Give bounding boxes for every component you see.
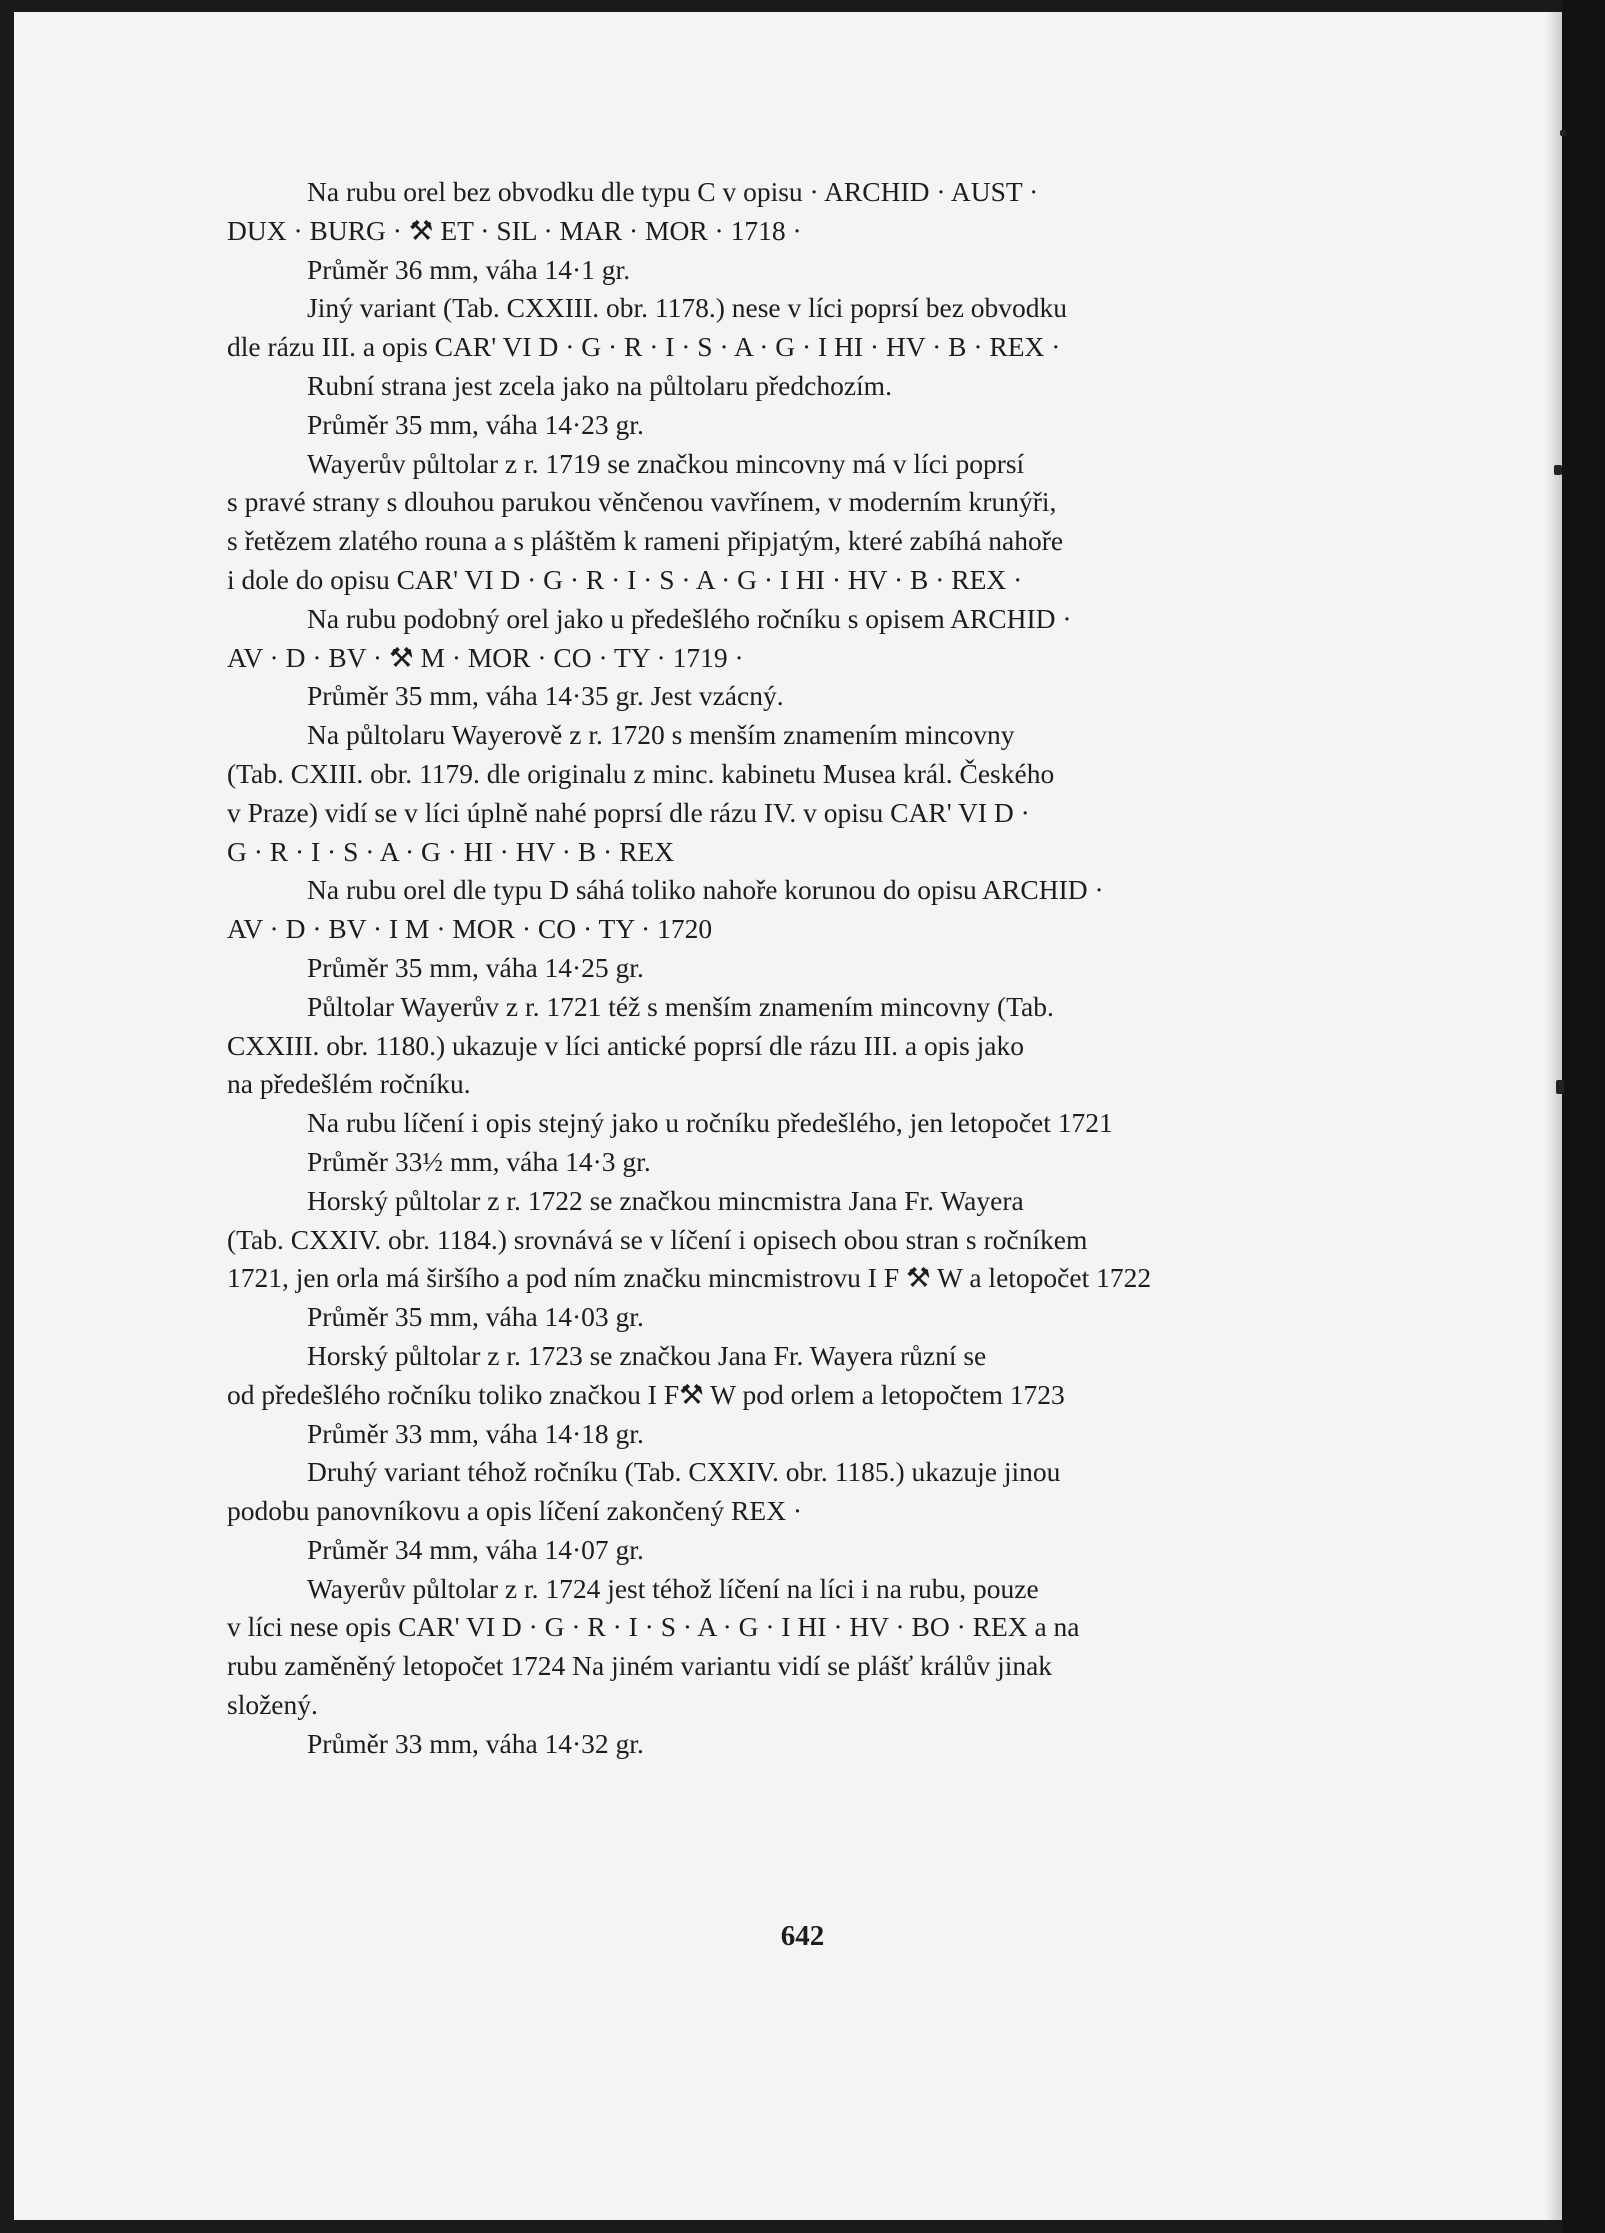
text-line: Na půltolaru Wayerově z r. 1720 s menším znamením mincovny — [307, 719, 1015, 751]
page-number: 642 — [780, 1920, 825, 1952]
text-line: složený. — [227, 1689, 318, 1721]
text-line: AV · D · BV · I M · MOR · CO · TY · 1720 — [227, 913, 713, 945]
text-line: DUX · BURG · ⚒ ET · SIL · MAR · MOR · 1718 · — [227, 214, 802, 246]
page-edge-shadow — [1545, 12, 1562, 2220]
document-body — [227, 173, 1427, 1764]
text-line: Na rubu orel bez obvodku dle typu C v opisu · ARCHID · AUST · — [307, 176, 1039, 207]
text-line: Průměr 35 mm, váha 14·35 gr. Jest vzácný. — [307, 680, 784, 712]
text-line: CXXIII. obr. 1180.) ukazuje v líci antické poprsí dle rázu III. a opis jako — [227, 1029, 1025, 1061]
text-line: Průměr 36 mm, váha 14·1 gr. — [307, 253, 631, 285]
text-line: Průměr 33 mm, váha 14·18 gr. — [307, 1417, 644, 1449]
text-line: od předešlého ročníku toliko značkou I F⚒ W pod orlem a letopočtem 1723 — [227, 1378, 1065, 1410]
text-line: v líci nese opis CAR' VI D · G · R · I · S · A · G · I HI · HV · BO · REX a na — [227, 1611, 1080, 1643]
text-line: Průměr 34 mm, váha 14·07 gr. — [307, 1533, 644, 1565]
text-line: AV · D · BV · ⚒ M · MOR · CO · TY · 1719 · — [227, 641, 744, 673]
text-line: Wayerův půltolar z r. 1719 se značkou mincovny má v líci poprsí — [307, 447, 1025, 479]
text-line: Druhý variant téhož ročníku (Tab. CXXIV. obr. 1185.) ukazuje jinou — [307, 1456, 1061, 1488]
text-line: (Tab. CXXIV. obr. 1184.) srovnává se v líčení i opisech obou stran s ročníkem — [227, 1223, 1088, 1255]
text-line: Rubní strana jest zcela jako na půltolaru předchozím. — [307, 369, 892, 401]
text-line: s řetězem zlatého rouna a s pláštěm k rameni připjatým, které zabíhá nahoře — [227, 525, 1064, 557]
text-line: na předešlém ročníku. — [227, 1068, 471, 1100]
text-line: Průměr 35 mm, váha 14·03 gr. — [307, 1301, 644, 1333]
text-line: Na rubu líčení i opis stejný jako u ročníku předešlého, jen letopočet 1721 — [307, 1107, 1113, 1139]
scan-speck — [1560, 130, 1566, 136]
text-line: Průměr 35 mm, váha 14·23 gr. — [307, 408, 644, 440]
text-line: s pravé strany s dlouhou parukou věnčenou vavřínem, v moderním krunýři, — [227, 486, 1057, 518]
text-line: Jiný variant (Tab. CXXIII. obr. 1178.) nese v líci poprsí bez obvodku — [307, 292, 1068, 324]
text-line: Horský půltolar z r. 1722 se značkou mincmistra Jana Fr. Wayera — [307, 1184, 1024, 1216]
text-line: G · R · I · S · A · G · HI · HV · B · REX — [227, 835, 675, 867]
text-line: rubu zaměněný letopočet 1724 Na jiném variantu vidí se plášť králův jinak — [227, 1650, 1053, 1682]
text-line: Na rubu orel dle typu D sáhá toliko nahoře korunou do opisu ARCHID · — [307, 874, 1104, 906]
text-line: dle rázu III. a opis CAR' VI D · G · R · I · S · A · G · I HI · HV · B · REX · — [227, 331, 1061, 363]
text-line: Horský půltolar z r. 1723 se značkou Jana Fr. Wayera různí se — [307, 1339, 987, 1371]
scan-speck — [1556, 1080, 1564, 1094]
text-line: Wayerův půltolar z r. 1724 jest téhož líčení na líci i na rubu, pouze — [307, 1572, 1039, 1604]
scan-border — [1562, 0, 1605, 2233]
scan-speck — [1554, 465, 1562, 475]
text-line: i dole do opisu CAR' VI D · G · R · I · S · A · G · I HI · HV · B · REX · — [227, 563, 1023, 595]
text-line: podobu panovníkovu a opis líčení zakončený REX · — [227, 1495, 803, 1527]
text-line: Na rubu podobný orel jako u předešlého ročníku s opisem ARCHID · — [307, 602, 1072, 634]
text-line: 1721, jen orla má širšího a pod ním značku mincmistrovu I F ⚒ W a letopočet 1722 — [227, 1262, 1152, 1294]
text-line: (Tab. CXIII. obr. 1179. dle originalu z minc. kabinetu Musea král. Českého — [227, 757, 1055, 789]
text-line: Průměr 35 mm, váha 14·25 gr. — [307, 951, 644, 983]
text-line: Průměr 33½ mm, váha 14·3 gr. — [307, 1145, 651, 1177]
text-line: Průměr 33 mm, váha 14·32 gr. — [307, 1727, 644, 1759]
text-line: Půltolar Wayerův z r. 1721 též s menším znamením mincovny (Tab. — [307, 990, 1054, 1022]
text-line: v Praze) vidí se v líci úplně nahé poprsí dle rázu IV. v opisu CAR' VI D · — [227, 796, 1030, 828]
